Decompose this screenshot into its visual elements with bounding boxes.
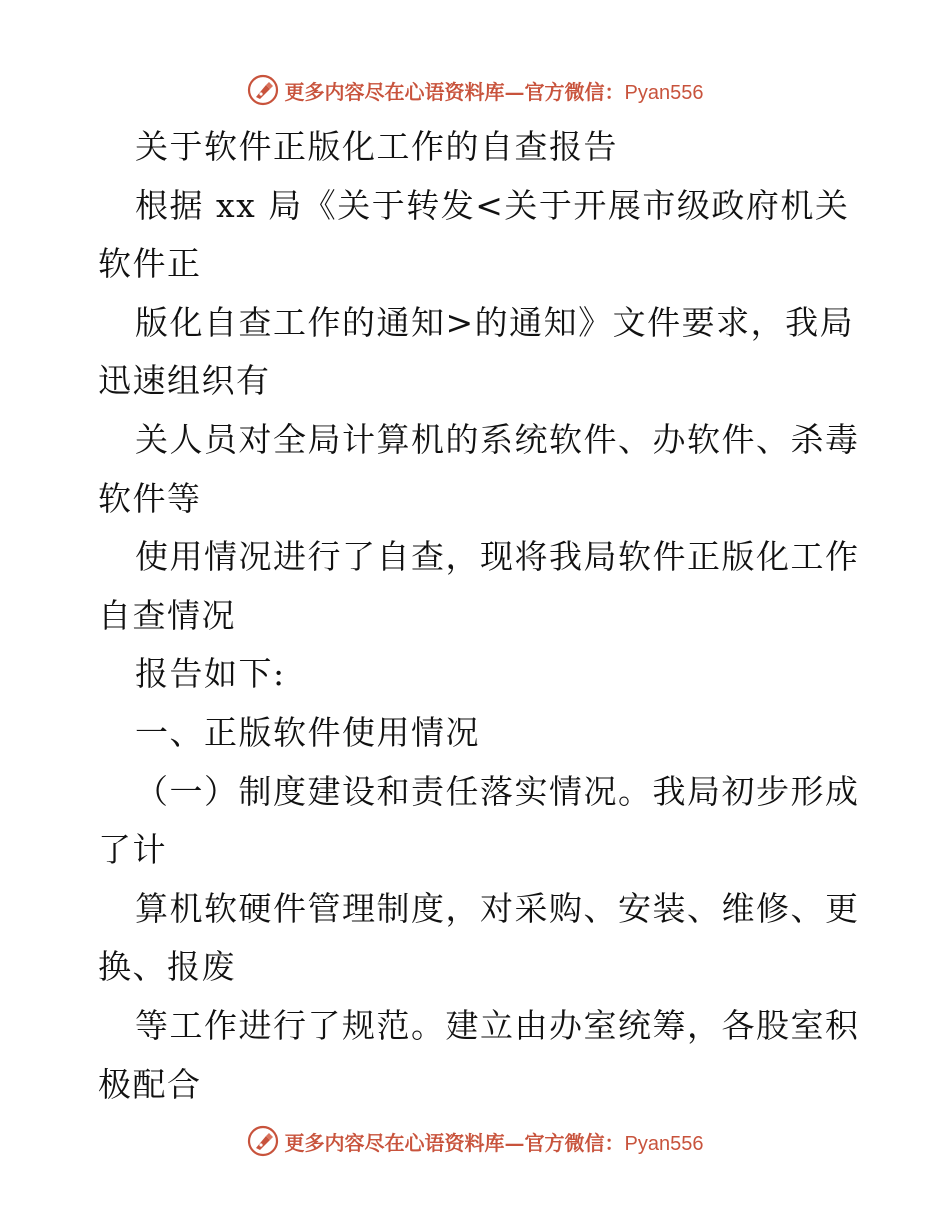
watermark-text [285,1127,704,1156]
paragraph-line: 等工作进行了规范。建立由办室统筹，各股室积 [135,1005,860,1045]
paragraph-line: （一）制度建设和责任落实情况。我局初步形成 [135,771,860,811]
document-title: 关于软件正版化工作的自查报告 [135,127,618,166]
paragraph-line: 使用情况进行了自查，现将我局软件正版化工作 [135,537,860,577]
pen-nib-logo-icon [247,74,279,106]
watermark-handle: Pyan556 [624,81,704,104]
header-watermark-banner [0,70,950,110]
paragraph-line: 算机软硬件管理制度，对采购、安装、维修、更 [135,888,860,928]
paragraph-line: 软件等 [98,478,202,518]
watermark-text [285,76,704,105]
watermark-label: 更多内容尽在心语资料库—官方微信： [284,79,625,104]
section-heading: 一、正版软件使用情况 [135,712,480,752]
paragraph-line: 自查情况 [98,595,236,635]
watermark-label: 更多内容尽在心语资料库—官方微信： [284,1130,625,1155]
pen-nib-logo-icon [247,1125,279,1157]
paragraph-line: 换、报废 [98,947,236,987]
paragraph-line: 关人员对全局计算机的系统软件、办软件、杀毒 [135,419,860,459]
paragraph-line: 迅速组织有 [98,361,271,401]
document-body [98,118,858,1114]
footer-watermark-banner [0,1121,950,1161]
paragraph-line: 版化自查工作的通知>的通知》文件要求，我局 [135,302,855,342]
paragraph-line: 软件正 [98,244,202,284]
watermark-handle: Pyan556 [624,1132,704,1155]
paragraph-line: 报告如下: [135,654,286,694]
paragraph-line: 了计 [98,830,167,870]
paragraph-line: 极配合 [98,1064,202,1104]
paragraph-line: 根据 xx 局《关于转发<关于开展市级政府机关 [135,185,850,225]
